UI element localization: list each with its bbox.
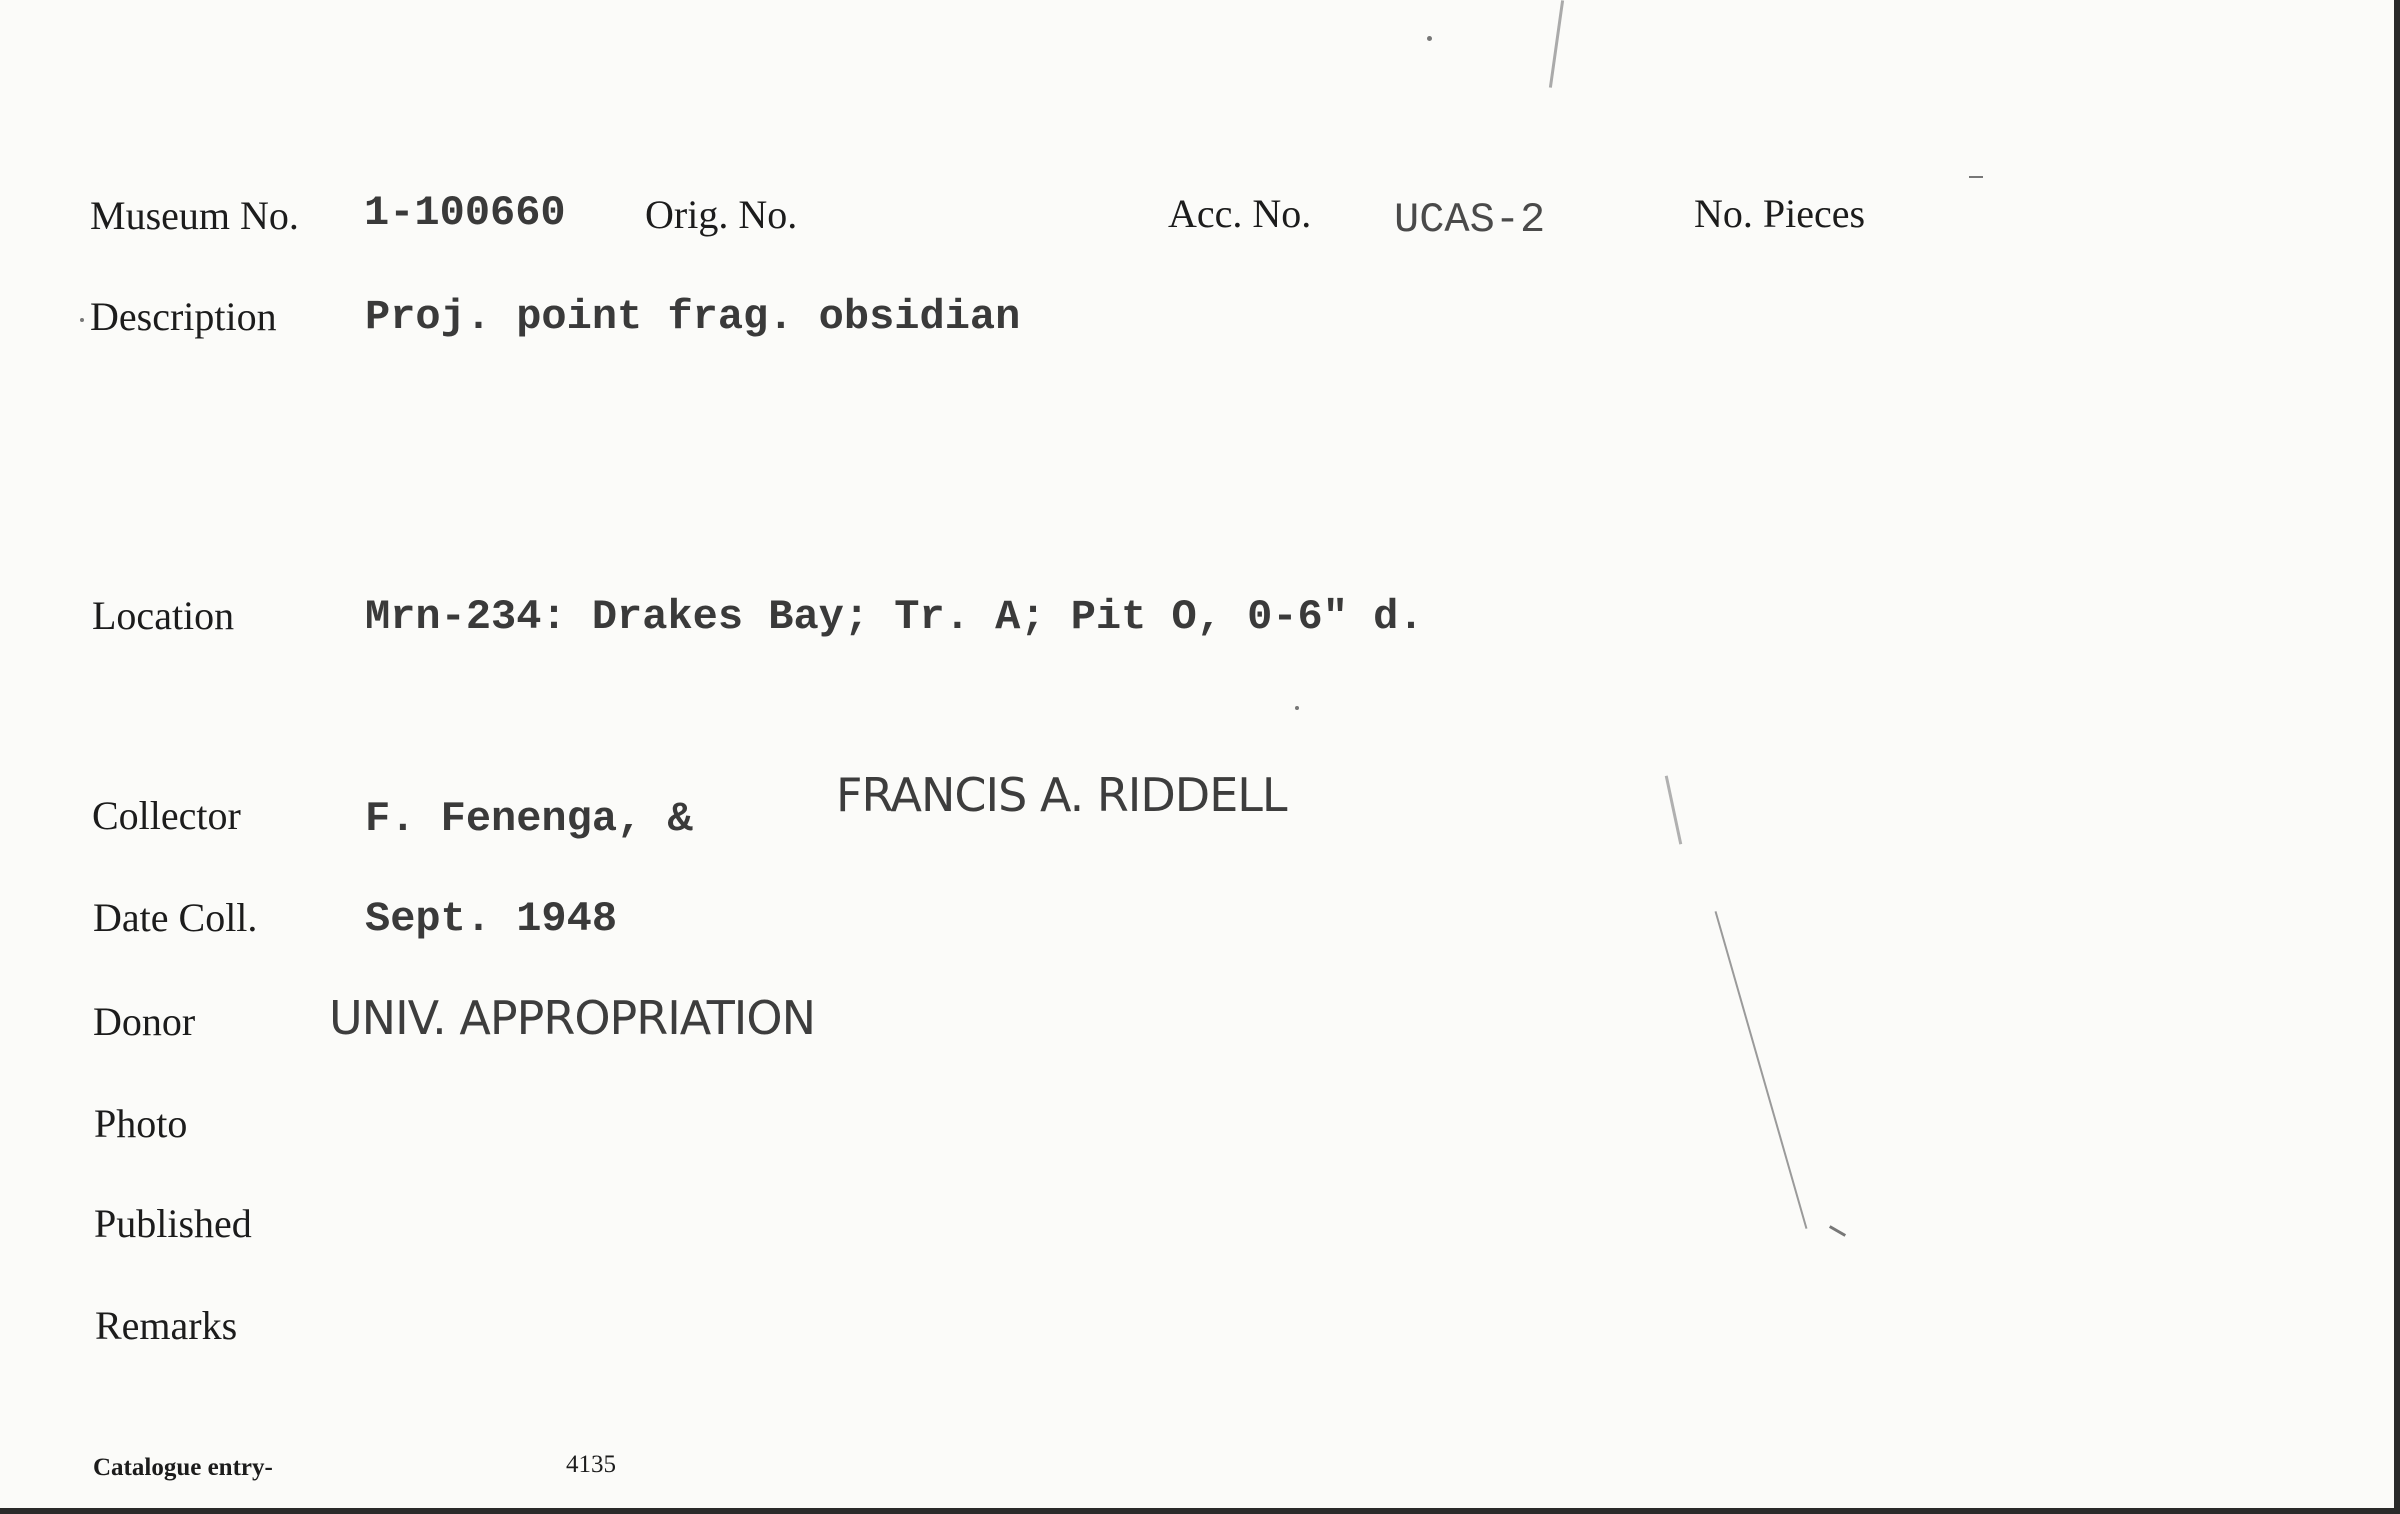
- location-label: Location: [92, 593, 235, 638]
- dust-speck: [80, 318, 84, 322]
- donor-label: Donor: [93, 999, 196, 1044]
- collector-label: Collector: [92, 793, 241, 838]
- collector-stamp: FRANCIS A. RIDDELL: [836, 768, 1287, 822]
- catalogue-entry-label: Catalogue entry-: [93, 1454, 273, 1481]
- description-label: Description: [90, 294, 277, 339]
- date-coll-label: Date Coll.: [93, 895, 258, 940]
- orig-no-label: Orig. No.: [645, 192, 798, 237]
- no-pieces-label: No. Pieces: [1694, 191, 1866, 236]
- remarks-label: Remarks: [95, 1303, 238, 1348]
- date-coll-value: Sept. 1948: [365, 895, 618, 943]
- dust-speck: [1427, 36, 1432, 41]
- photo-label: Photo: [94, 1101, 188, 1146]
- published-label: Published: [94, 1201, 252, 1246]
- pencil-mark: [1829, 1225, 1846, 1237]
- pencil-mark: [1549, 0, 1564, 88]
- museum-no-value: 1-100660: [364, 189, 566, 237]
- donor-stamp: UNIV. APPROPRIATION: [329, 991, 815, 1045]
- dust-speck: [1969, 176, 1983, 178]
- dust-speck: [1295, 706, 1299, 710]
- pencil-mark: [1665, 775, 1682, 844]
- description-value: Proj. point frag. obsidian: [365, 293, 1021, 341]
- acc-no-label: Acc. No.: [1168, 191, 1312, 236]
- catalogue-entry-value: 4135: [566, 1451, 616, 1478]
- pencil-mark: [1715, 911, 1808, 1229]
- museum-no-label: Museum No.: [90, 193, 299, 238]
- acc-no-value: UCAS-2: [1394, 196, 1546, 244]
- collector-value: F. Fenenga, &: [365, 795, 693, 843]
- location-value: Mrn-234: Drakes Bay; Tr. A; Pit O, 0-6" d.: [365, 593, 1424, 641]
